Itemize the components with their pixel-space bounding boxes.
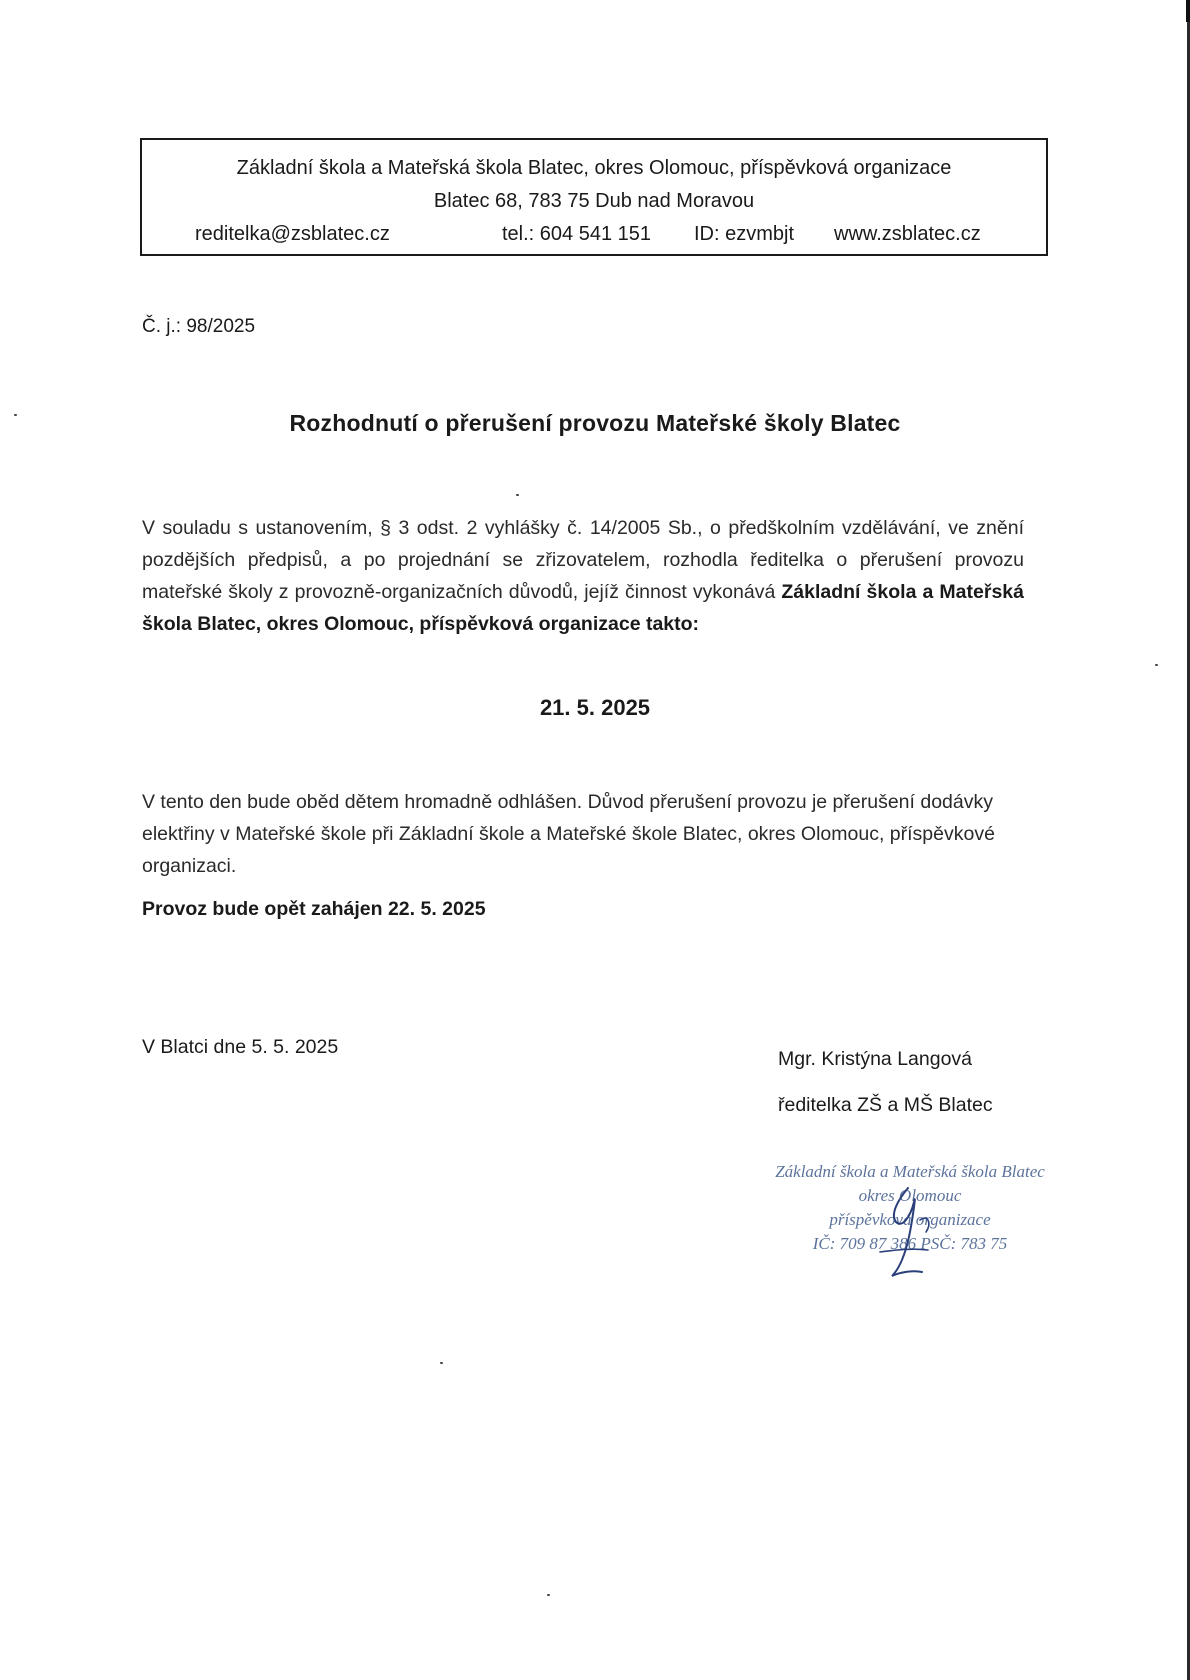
letterhead-address: Blatec 68, 783 75 Dub nad Moravou bbox=[433, 190, 755, 212]
scan-speck bbox=[1155, 664, 1158, 666]
letterhead-org-name: Základní škola a Mateřská škola Blatec, okres Olomouc, příspěvková organizace bbox=[236, 157, 952, 179]
scan-edge-mark bbox=[1186, 0, 1190, 22]
resumption-note: Provoz bude opět zahájen 22. 5. 2025 bbox=[142, 898, 486, 920]
letterhead-email[interactable]: reditelka@zsblatec.cz bbox=[195, 223, 390, 245]
stamp-line-4: IČ: 709 87 386 PSČ: 783 75 bbox=[812, 1234, 1008, 1253]
signer-name: Mgr. Kristýna Langová bbox=[778, 1048, 973, 1070]
letterhead-phone: tel.: 604 541 151 bbox=[502, 223, 652, 245]
handwritten-signature bbox=[870, 1180, 950, 1290]
reference-number: Č. j.: 98/2025 bbox=[142, 316, 256, 337]
decision-org-bold: Základní škola a Mateřská škola Blatec, okres Olomouc, příspěvková organizace takto: bbox=[142, 581, 1024, 635]
stamp-line-2: okres Olomouc bbox=[858, 1186, 962, 1205]
stamp-line-3: příspěvková organizace bbox=[829, 1210, 991, 1229]
signer-block bbox=[778, 1036, 993, 1128]
letterhead-website[interactable]: www.zsblatec.cz bbox=[834, 223, 981, 245]
letterhead-data-box-id: ID: ezvmbjt bbox=[694, 223, 795, 245]
reason-paragraph: V tento den bude oběd dětem hromadně odhlášen. Důvod přerušení provozu je přerušení dodávky elektřiny v Mateřské škole při Základní škole a Mateřské škole Blatec, okres Olomouc, příspěvkové organizaci. bbox=[142, 791, 995, 877]
stamp-line-1: Základní škola a Mateřská škola Blatec bbox=[775, 1162, 1045, 1181]
signer-position: ředitelka ZŠ a MŠ Blatec bbox=[778, 1094, 993, 1116]
decision-text: V souladu s ustanovením, § 3 odst. 2 vyhlášky č. 14/2005 Sb., o předškolním vzdělávání, ve znění pozdějších předpisů, a po projednání se zřizovatelem, rozhodla ředitelka o přerušení provozu mateřské školy z provozně-organizačních důvodů, jejíž činnost vykonává bbox=[142, 517, 1024, 603]
closure-date: 21. 5. 2025 bbox=[539, 695, 651, 720]
decision-paragraph bbox=[142, 512, 1024, 640]
scan-speck bbox=[14, 414, 17, 416]
document-title: Rozhodnutí o přerušení provozu Mateřské školy Blatec bbox=[289, 410, 901, 436]
scan-speck bbox=[440, 1362, 443, 1364]
letterhead-box bbox=[140, 138, 1048, 256]
place-and-date: V Blatci dne 5. 5. 2025 bbox=[142, 1036, 339, 1058]
scan-speck bbox=[547, 1594, 550, 1596]
letterhead-contacts bbox=[142, 218, 1046, 251]
scan-speck bbox=[516, 494, 519, 496]
